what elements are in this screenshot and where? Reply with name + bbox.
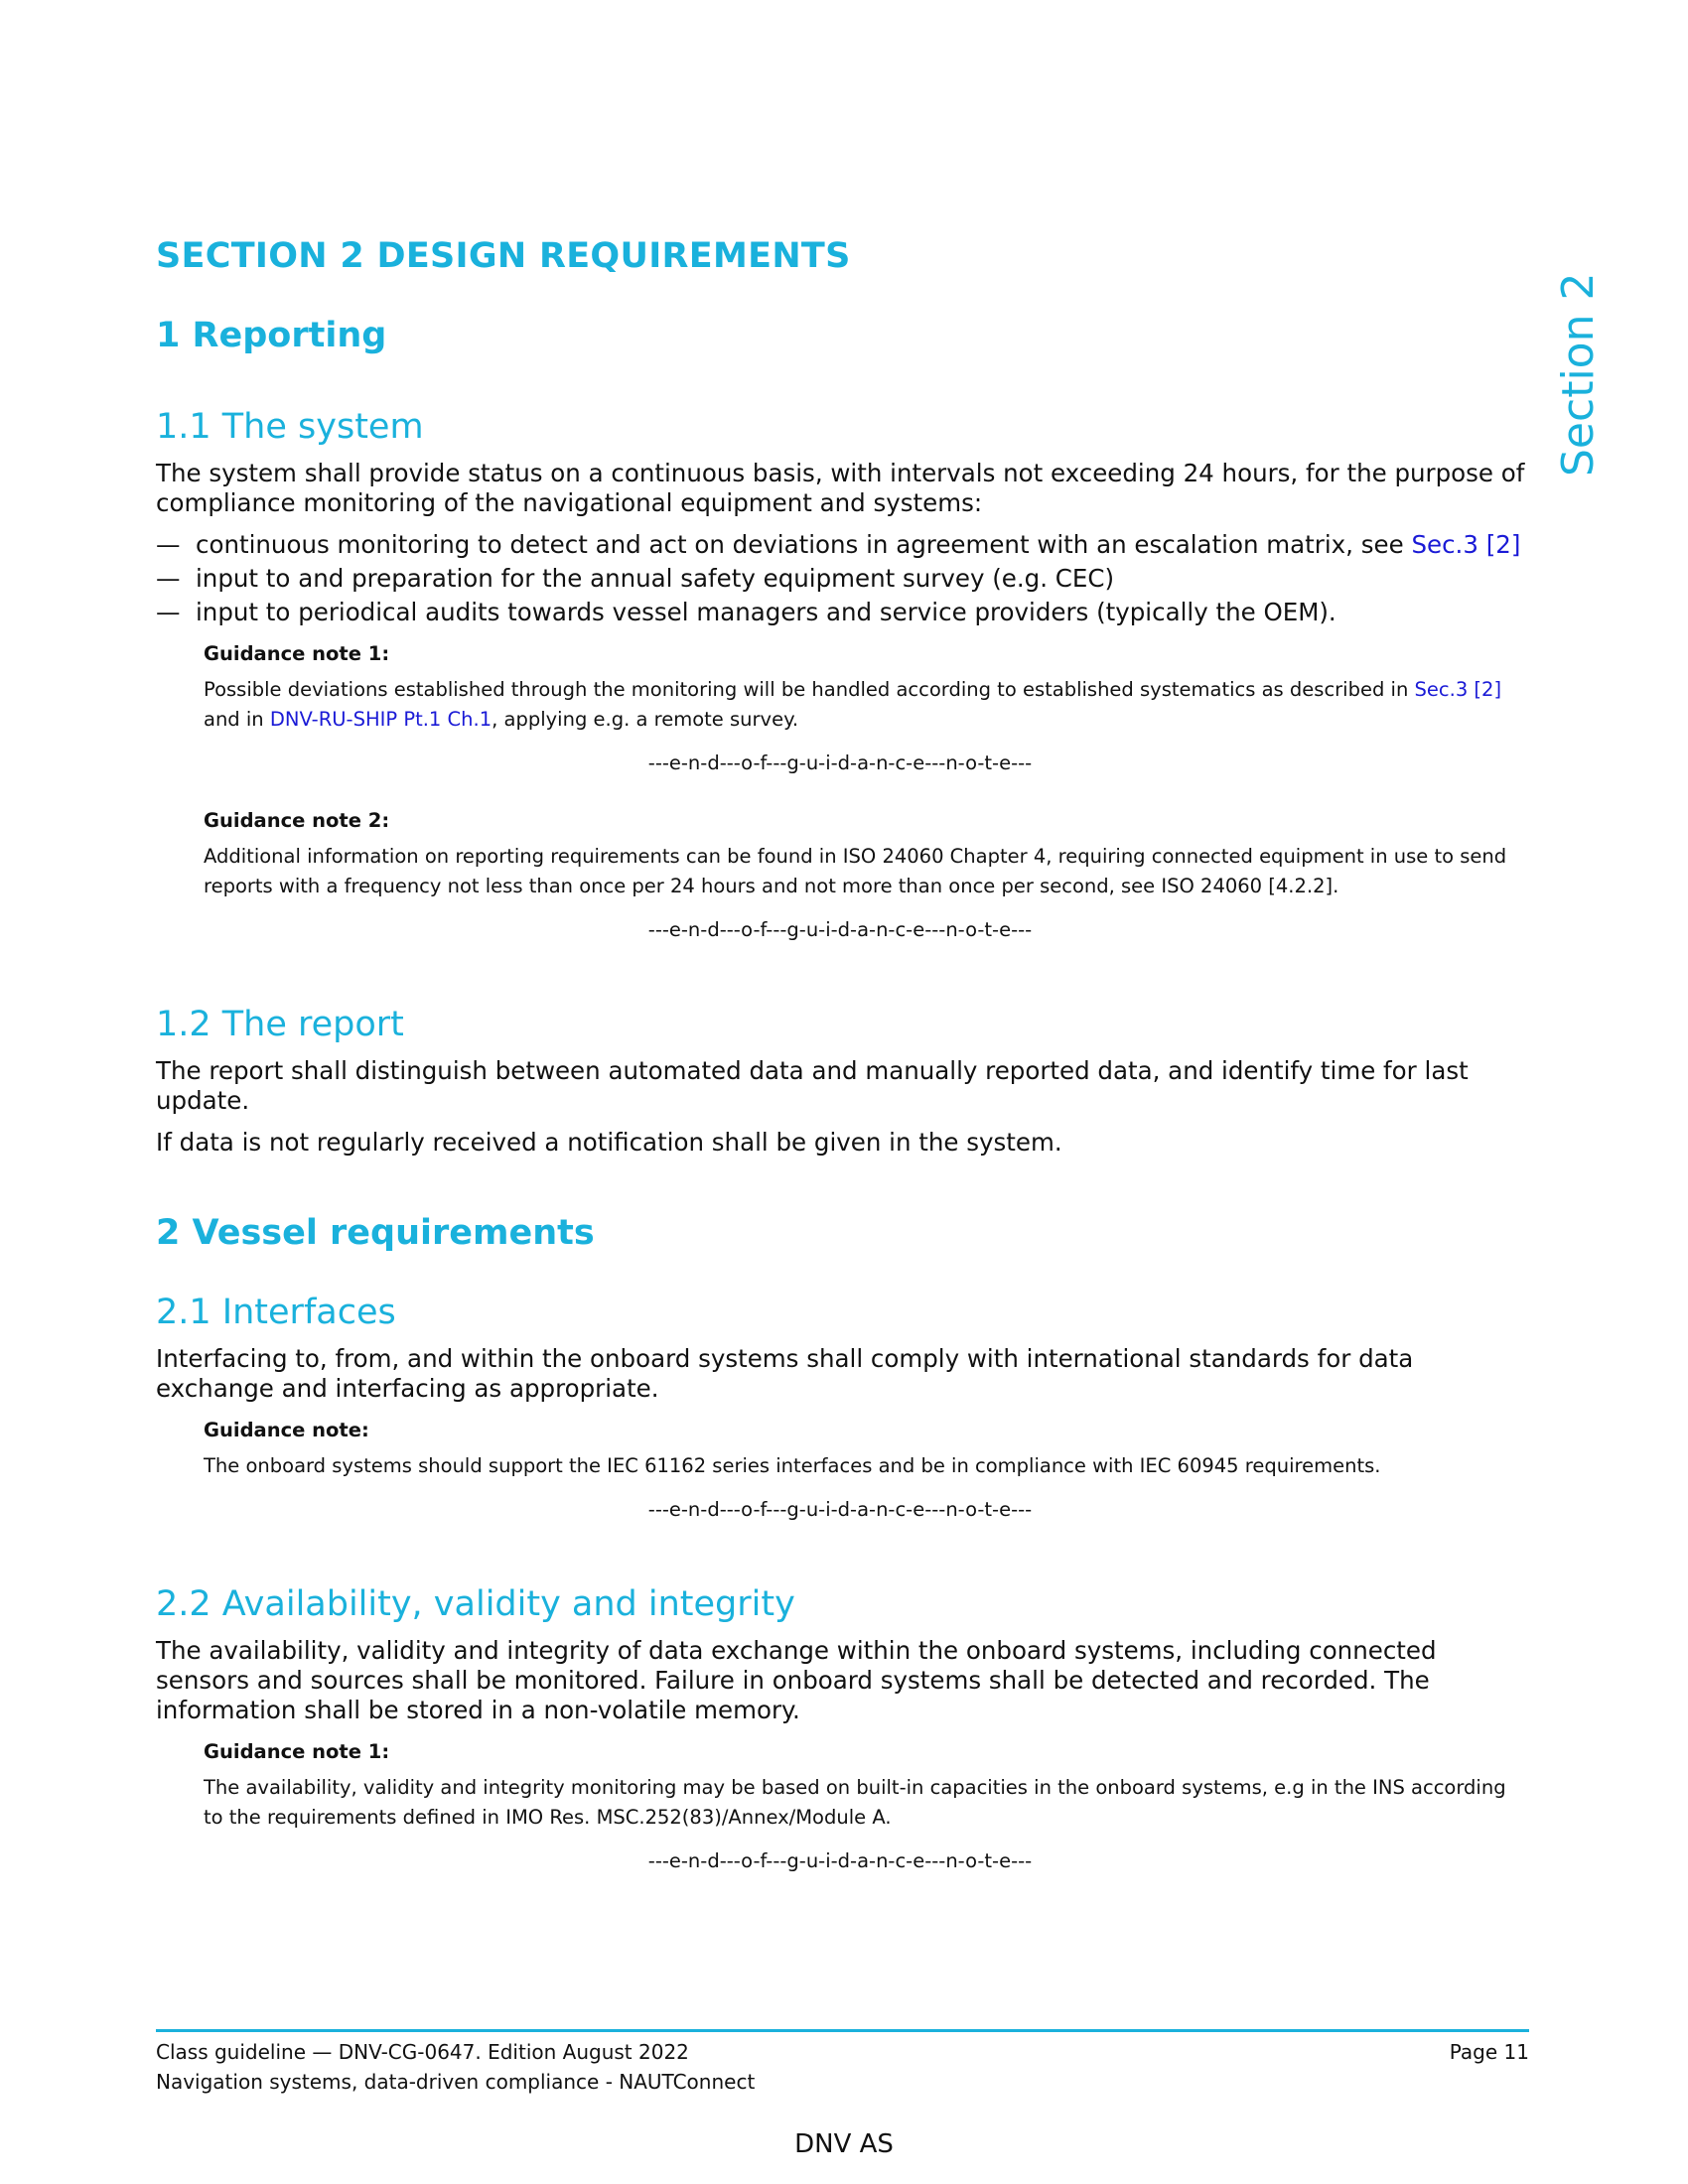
guidance-text-part: and in [204, 708, 270, 731]
paragraph-report-2: If data is not regularly received a notification shall be given in the system. [156, 1128, 1062, 1157]
guidance-note-text [204, 675, 1524, 735]
guidance-text-part: , applying e.g. a remote survey. [492, 708, 799, 731]
document-body [156, 236, 1529, 1904]
footer-guideline: Class guideline — DNV-CG-0647. Edition August 2022 [156, 2040, 689, 2064]
heading-reporting: 1 Reporting [156, 316, 387, 355]
guidance-note-heading: Guidance note 1: [204, 642, 390, 665]
side-section-tab [1549, 256, 1609, 477]
link-sec3-2[interactable]: Sec.3 [2] [1414, 678, 1502, 701]
list-item [156, 598, 1529, 627]
guidance-note-heading: Guidance note 1: [204, 1740, 390, 1763]
paragraph-system-intro: The system shall provide status on a continuous basis, with intervals not exceeding 24 hours, for the purpose of compliance monitoring of the navigational equipment and systems: [156, 459, 1525, 517]
guidance-note-1 [204, 639, 1524, 778]
footer-info [156, 2037, 755, 2097]
guidance-text-part: Possible deviations established through the monitoring will be handled according to established systematics as described in [204, 678, 1415, 701]
paragraph-availability: The availability, validity and integrity of data exchange within the onboard systems, including connected sensors and sources shall be monitored. Failure in onboard systems shall be detected and recorded. The information shall be stored in a non-volatile memory. [156, 1636, 1437, 1724]
list-item-text: input to periodical audits towards vessel managers and service providers (typically the OEM). [196, 598, 1336, 626]
guidance-note-heading: Guidance note 2: [204, 809, 390, 832]
guidance-note-2 [204, 806, 1524, 945]
company-name: DNV AS [794, 2129, 894, 2159]
guidance-note-text: Additional information on reporting requirements can be found in ISO 24060 Chapter 4, requiring connected equipment in use to send reports with a frequency not less than once per 24 hours and not more than once per second, see ISO 24060 [4.2.2]. [204, 845, 1507, 897]
paragraph-report-1: The report shall distinguish between automated data and manually reported data, and identify time for last update. [156, 1056, 1469, 1115]
requirements-list [156, 530, 1529, 627]
guidance-note-1 [204, 1737, 1524, 1876]
guidance-note-text: The onboard systems should support the IEC 61162 series interfaces and be in compliance with IEC 60945 requirements. [204, 1454, 1381, 1477]
guidance-note-end: ---e-n-d---o-f---g-u-i-d-a-n-c-e---n-o-t-e--- [647, 751, 1033, 774]
side-section-label: Section 2 [1553, 272, 1604, 477]
footer-subtitle: Navigation systems, data-driven compliance - NAUTConnect [156, 2070, 756, 2094]
paragraph-interfaces: Interfacing to, from, and within the onboard systems shall comply with international standards for data exchange and interfacing as appropriate. [156, 1344, 1414, 1403]
guidance-note-end: ---e-n-d---o-f---g-u-i-d-a-n-c-e---n-o-t-e--- [647, 1498, 1033, 1521]
guidance-note [204, 1416, 1524, 1525]
footer-divider [156, 2029, 1529, 2032]
heading-vessel-requirements: 2 Vessel requirements [156, 1213, 595, 1253]
dash-marker: — [156, 598, 181, 626]
page-number: Page 11 [1449, 2040, 1529, 2064]
link-dnv-ru-ship[interactable]: DNV-RU-SHIP Pt.1 Ch.1 [269, 708, 492, 731]
heading-the-system: 1.1 The system [156, 407, 424, 447]
heading-interfaces: 2.1 Interfaces [156, 1293, 396, 1332]
section-title: SECTION 2 DESIGN REQUIREMENTS [156, 236, 851, 276]
list-item [156, 530, 1529, 560]
guidance-note-text: The availability, validity and integrity monitoring may be based on built-in capacities in the onboard systems, e.g in the INS according to the requirements defined in IMO Res. MSC.252(83)/Annex/Module A. [204, 1776, 1506, 1829]
heading-availability: 2.2 Availability, validity and integrity [156, 1584, 795, 1624]
heading-the-report: 1.2 The report [156, 1005, 404, 1044]
link-sec3-2[interactable]: Sec.3 [2] [1411, 530, 1521, 559]
guidance-note-heading: Guidance note: [204, 1419, 369, 1441]
list-item-text: input to and preparation for the annual safety equipment survey (e.g. CEC) [196, 564, 1115, 593]
dash-marker: — [156, 564, 181, 593]
guidance-note-end: ---e-n-d---o-f---g-u-i-d-a-n-c-e---n-o-t-e--- [647, 1849, 1033, 1872]
guidance-note-end: ---e-n-d---o-f---g-u-i-d-a-n-c-e---n-o-t-e--- [647, 918, 1033, 941]
list-item [156, 564, 1529, 594]
list-item-text: continuous monitoring to detect and act on deviations in agreement with an escalation matrix, see [196, 530, 1412, 559]
dash-marker: — [156, 530, 181, 559]
